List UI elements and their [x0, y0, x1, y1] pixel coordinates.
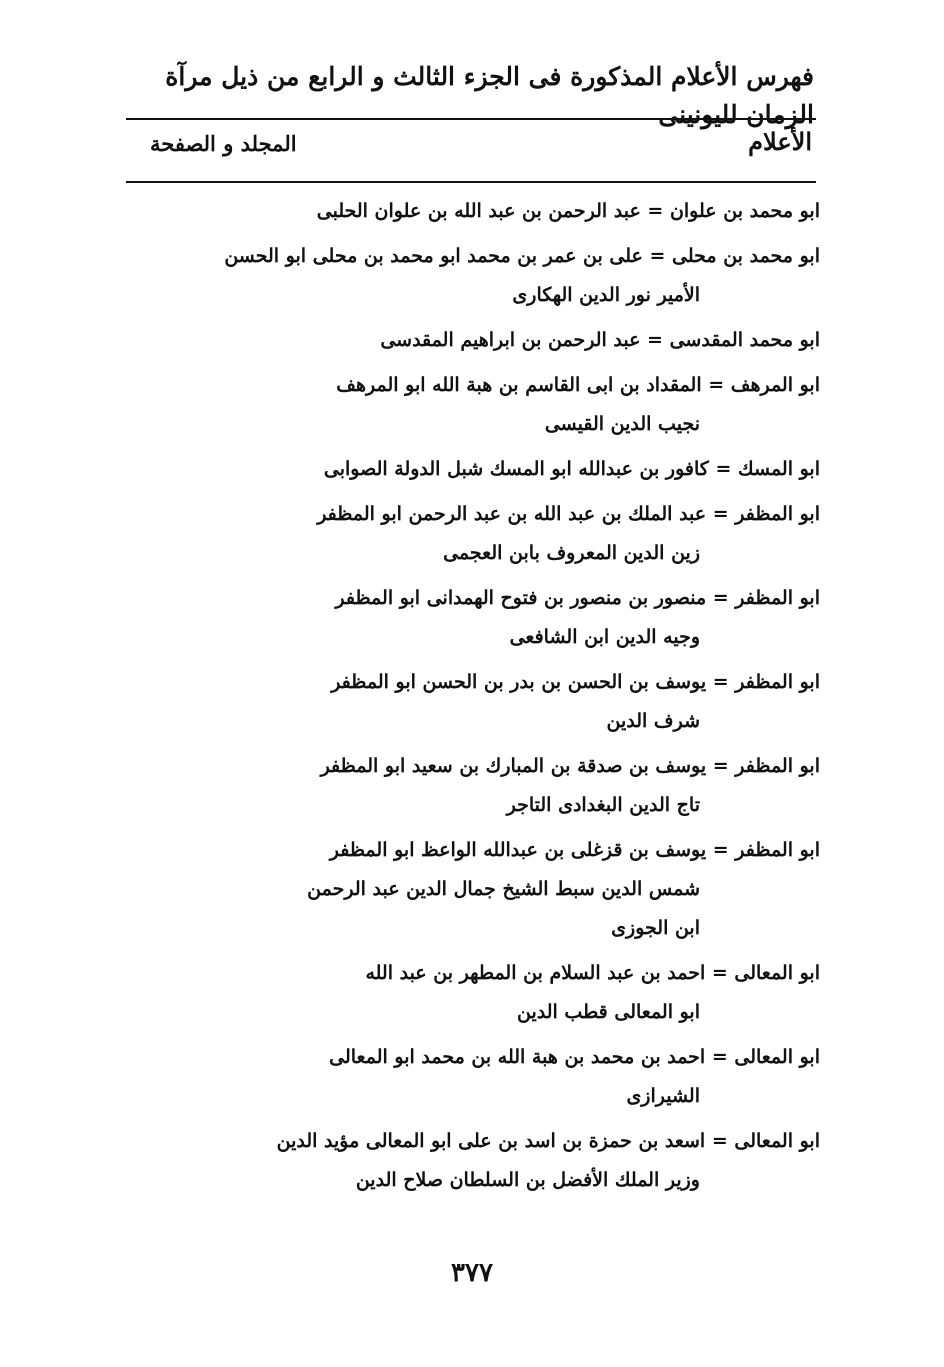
- entry-line: ابو المعالى = اسعد بن حمزة بن اسد بن على ابو المعالى مؤيد الدين: [276, 1130, 820, 1152]
- entry-line: ابو المظفر = منصور بن منصور بن فتوح الهمدانى ابو المظفر: [335, 587, 820, 609]
- index-entry: [320, 747, 820, 825]
- entry-line: ابو المعالى = احمد بن عبد السلام بن المطهر بن عبد الله: [365, 962, 820, 984]
- index-entry: [307, 831, 820, 948]
- index-entry: [320, 954, 820, 1032]
- entry-line: ابو المرهف = المقداد بن ابى القاسم بن هبة الله ابو المرهف: [336, 374, 820, 396]
- entry-continuation-line: وجيه الدين ابن الشافعى: [509, 626, 700, 648]
- entry-line: ابو المسك = كافور بن عبدالله ابو المسك شبل الدولة الصوابى: [323, 458, 820, 480]
- entry-continuation-line: وزير الملك الأفضل بن السلطان صلاح الدين: [355, 1169, 700, 1191]
- header-divider-bottom: [126, 181, 816, 183]
- index-entry: [276, 1122, 820, 1200]
- entry-continuation-line: الأمير نور الدين الهكارى: [512, 284, 700, 306]
- column-heading-volume-page: المجلد و الصفحة: [150, 131, 297, 156]
- page-title: فهرس الأعلام المذكورة فى الجزء الثالث و الرابع من ذيل مرآة الزمان لليونينى: [165, 62, 814, 129]
- index-entry: [320, 1038, 820, 1116]
- entry-line: ابو المظفر = يوسف بن قزغلى بن عبدالله الواعظ ابو المظفر: [329, 839, 820, 861]
- column-heading-names: الأعلام: [748, 127, 812, 156]
- index-entry: [320, 450, 820, 489]
- index-entry: [224, 237, 820, 315]
- entry-line: ابو المظفر = يوسف بن صدقة بن المبارك بن سعيد ابو المظفر: [320, 755, 820, 777]
- entry-line: ابو المعالى = احمد بن محمد بن هبة الله بن محمد ابو المعالى: [329, 1046, 820, 1068]
- entry-continuation-line: شرف الدين: [606, 710, 700, 732]
- entry-continuation-line: ابو المعالى قطب الدين: [517, 1001, 700, 1023]
- index-entry: [320, 663, 820, 741]
- header-divider-top: [126, 118, 816, 120]
- entry-continuation-line: نجيب الدين القيسى: [544, 413, 700, 435]
- index-entry: [316, 192, 820, 231]
- entry-line: ابو المظفر = يوسف بن الحسن بن بدر بن الحسن ابو المظفر: [331, 671, 820, 693]
- index-entry: [320, 579, 820, 657]
- entry-continuation-line: زين الدين المعروف بابن العجمى: [443, 542, 700, 564]
- entry-continuation-line: الشيرازى: [626, 1085, 700, 1107]
- index-entries-list: [224, 192, 820, 1206]
- page-number: ٣٧٧: [451, 1258, 493, 1288]
- index-entry: [320, 321, 820, 360]
- index-entry: [317, 495, 820, 573]
- entry-line: ابو المظفر = عبد الملك بن عبد الله بن عبد الرحمن ابو المظفر: [317, 503, 820, 525]
- entry-line: ابو محمد بن محلى = على بن عمر بن محمد ابو محمد بن محلى ابو الحسن: [224, 245, 820, 267]
- entry-continuation-line: ابن الجوزى: [611, 917, 700, 939]
- entry-line: ابو محمد المقدسى = عبد الرحمن بن ابراهيم المقدسى: [380, 329, 820, 351]
- entry-continuation-line: شمس الدين سبط الشيخ جمال الدين عبد الرحمن: [307, 878, 700, 900]
- entry-continuation-line: تاج الدين البغدادى التاجر: [506, 794, 700, 816]
- index-entry: [320, 366, 820, 444]
- entry-line: ابو محمد بن علوان = عبد الرحمن بن عبد الله بن علوان الحلبى: [316, 200, 820, 222]
